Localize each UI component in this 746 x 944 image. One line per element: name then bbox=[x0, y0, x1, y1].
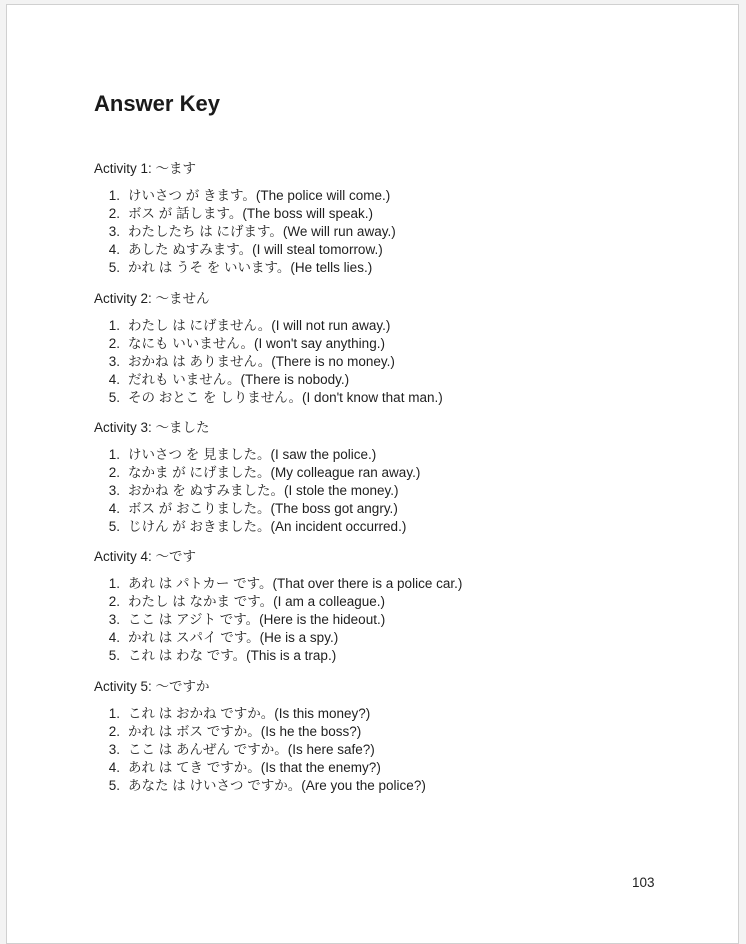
answer-item bbox=[94, 205, 654, 223]
item-text: ここ は あんぜん ですか。(Is here safe?) bbox=[128, 742, 375, 757]
item-number: 1. bbox=[108, 447, 120, 462]
item-text: その おとこ を しりません。(I don't know that man.) bbox=[128, 390, 443, 405]
activity-1-section bbox=[94, 161, 654, 277]
page-number: 103 bbox=[632, 875, 655, 890]
activity-1-answers bbox=[94, 187, 654, 277]
item-text: これ は わな です。(This is a trap.) bbox=[128, 648, 337, 663]
item-number: 5. bbox=[108, 648, 120, 663]
answer-item bbox=[94, 759, 654, 777]
item-text: ボス が おこりました。(The boss got angry.) bbox=[128, 501, 398, 516]
item-text: じけん が おきました。(An incident occurred.) bbox=[128, 519, 407, 534]
item-number: 5. bbox=[108, 260, 120, 275]
item-number: 4. bbox=[108, 760, 120, 775]
item-text: かれ は スパイ です。(He is a spy.) bbox=[128, 630, 339, 645]
answer-item bbox=[94, 741, 654, 759]
item-number: 4. bbox=[108, 501, 120, 516]
item-number: 5. bbox=[108, 390, 120, 405]
activity-5-answers bbox=[94, 705, 654, 795]
answer-item bbox=[94, 575, 654, 593]
item-text: なかま が にげました。(My colleague ran away.) bbox=[128, 465, 421, 480]
item-text: ここ は アジト です。(Here is the hideout.) bbox=[128, 612, 386, 627]
answer-item bbox=[94, 518, 654, 536]
item-number: 2. bbox=[108, 594, 120, 609]
item-text: けいさつ を 見ました。(I saw the police.) bbox=[128, 447, 377, 462]
activity-4-heading: Activity 4: 〜です bbox=[94, 549, 197, 564]
answer-item bbox=[94, 777, 654, 795]
item-text: おかね は ありません。(There is no money.) bbox=[128, 354, 395, 369]
item-text: おかね を ぬすみました。(I stole the money.) bbox=[128, 483, 399, 498]
item-number: 1. bbox=[108, 706, 120, 721]
answer-item bbox=[94, 317, 654, 335]
answer-item bbox=[94, 647, 654, 665]
item-text: わたしたち は にげます。(We will run away.) bbox=[128, 224, 396, 239]
item-number: 3. bbox=[108, 612, 120, 627]
item-text: あれ は パトカー です。(That over there is a police car.) bbox=[128, 576, 463, 591]
activity-3-section bbox=[94, 420, 654, 536]
activity-3-heading: Activity 3: 〜ました bbox=[94, 420, 210, 435]
item-text: かれ は ボス ですか。(Is he the boss?) bbox=[128, 724, 362, 739]
item-number: 2. bbox=[108, 206, 120, 221]
answer-item bbox=[94, 371, 654, 389]
item-text: かれ は うそ を いいます。(He tells lies.) bbox=[128, 260, 373, 275]
activity-1-heading: Activity 1: 〜ます bbox=[94, 161, 197, 176]
activity-2-section bbox=[94, 291, 654, 407]
answer-item bbox=[94, 705, 654, 723]
item-number: 2. bbox=[108, 465, 120, 480]
answer-item bbox=[94, 389, 654, 407]
answer-item bbox=[94, 335, 654, 353]
item-number: 1. bbox=[108, 318, 120, 333]
answer-item bbox=[94, 723, 654, 741]
item-number: 4. bbox=[108, 372, 120, 387]
document-page bbox=[6, 4, 739, 944]
activity-2-answers bbox=[94, 317, 654, 407]
item-text: わたし は なかま です。(I am a colleague.) bbox=[128, 594, 385, 609]
activity-5-heading: Activity 5: 〜ですか bbox=[94, 679, 210, 694]
activity-4-section bbox=[94, 549, 654, 665]
answer-item bbox=[94, 611, 654, 629]
activity-2-heading: Activity 2: 〜ません bbox=[94, 291, 210, 306]
answer-item bbox=[94, 353, 654, 371]
item-text: なにも いいません。(I won't say anything.) bbox=[128, 336, 385, 351]
item-text: だれも いません。(There is nobody.) bbox=[128, 372, 350, 387]
item-number: 1. bbox=[108, 188, 120, 203]
answer-item bbox=[94, 187, 654, 205]
item-number: 3. bbox=[108, 483, 120, 498]
item-text: ボス が 話します。(The boss will speak.) bbox=[128, 206, 373, 221]
answer-item bbox=[94, 593, 654, 611]
answer-item bbox=[94, 259, 654, 277]
item-number: 2. bbox=[108, 724, 120, 739]
answer-item bbox=[94, 464, 654, 482]
item-number: 3. bbox=[108, 742, 120, 757]
item-number: 3. bbox=[108, 224, 120, 239]
item-text: これ は おかね ですか。(Is this money?) bbox=[128, 706, 371, 721]
answer-item bbox=[94, 223, 654, 241]
activity-5-section bbox=[94, 679, 654, 795]
item-number: 1. bbox=[108, 576, 120, 591]
answer-item bbox=[94, 629, 654, 647]
page-title: Answer Key bbox=[94, 91, 220, 116]
activity-4-answers bbox=[94, 575, 654, 665]
item-text: あなた は けいさつ ですか。(Are you the police?) bbox=[128, 778, 426, 793]
item-number: 3. bbox=[108, 354, 120, 369]
item-number: 2. bbox=[108, 336, 120, 351]
item-text: けいさつ が きます。(The police will come.) bbox=[128, 188, 391, 203]
item-number: 5. bbox=[108, 519, 120, 534]
item-number: 4. bbox=[108, 242, 120, 257]
item-number: 4. bbox=[108, 630, 120, 645]
activity-3-answers bbox=[94, 446, 654, 536]
item-text: あれ は てき ですか。(Is that the enemy?) bbox=[128, 760, 381, 775]
answer-item bbox=[94, 500, 654, 518]
answer-item bbox=[94, 446, 654, 464]
item-text: わたし は にげません。(I will not run away.) bbox=[128, 318, 391, 333]
item-number: 5. bbox=[108, 778, 120, 793]
answer-item bbox=[94, 482, 654, 500]
answer-item bbox=[94, 241, 654, 259]
item-text: あした ぬすみます。(I will steal tomorrow.) bbox=[128, 242, 383, 257]
